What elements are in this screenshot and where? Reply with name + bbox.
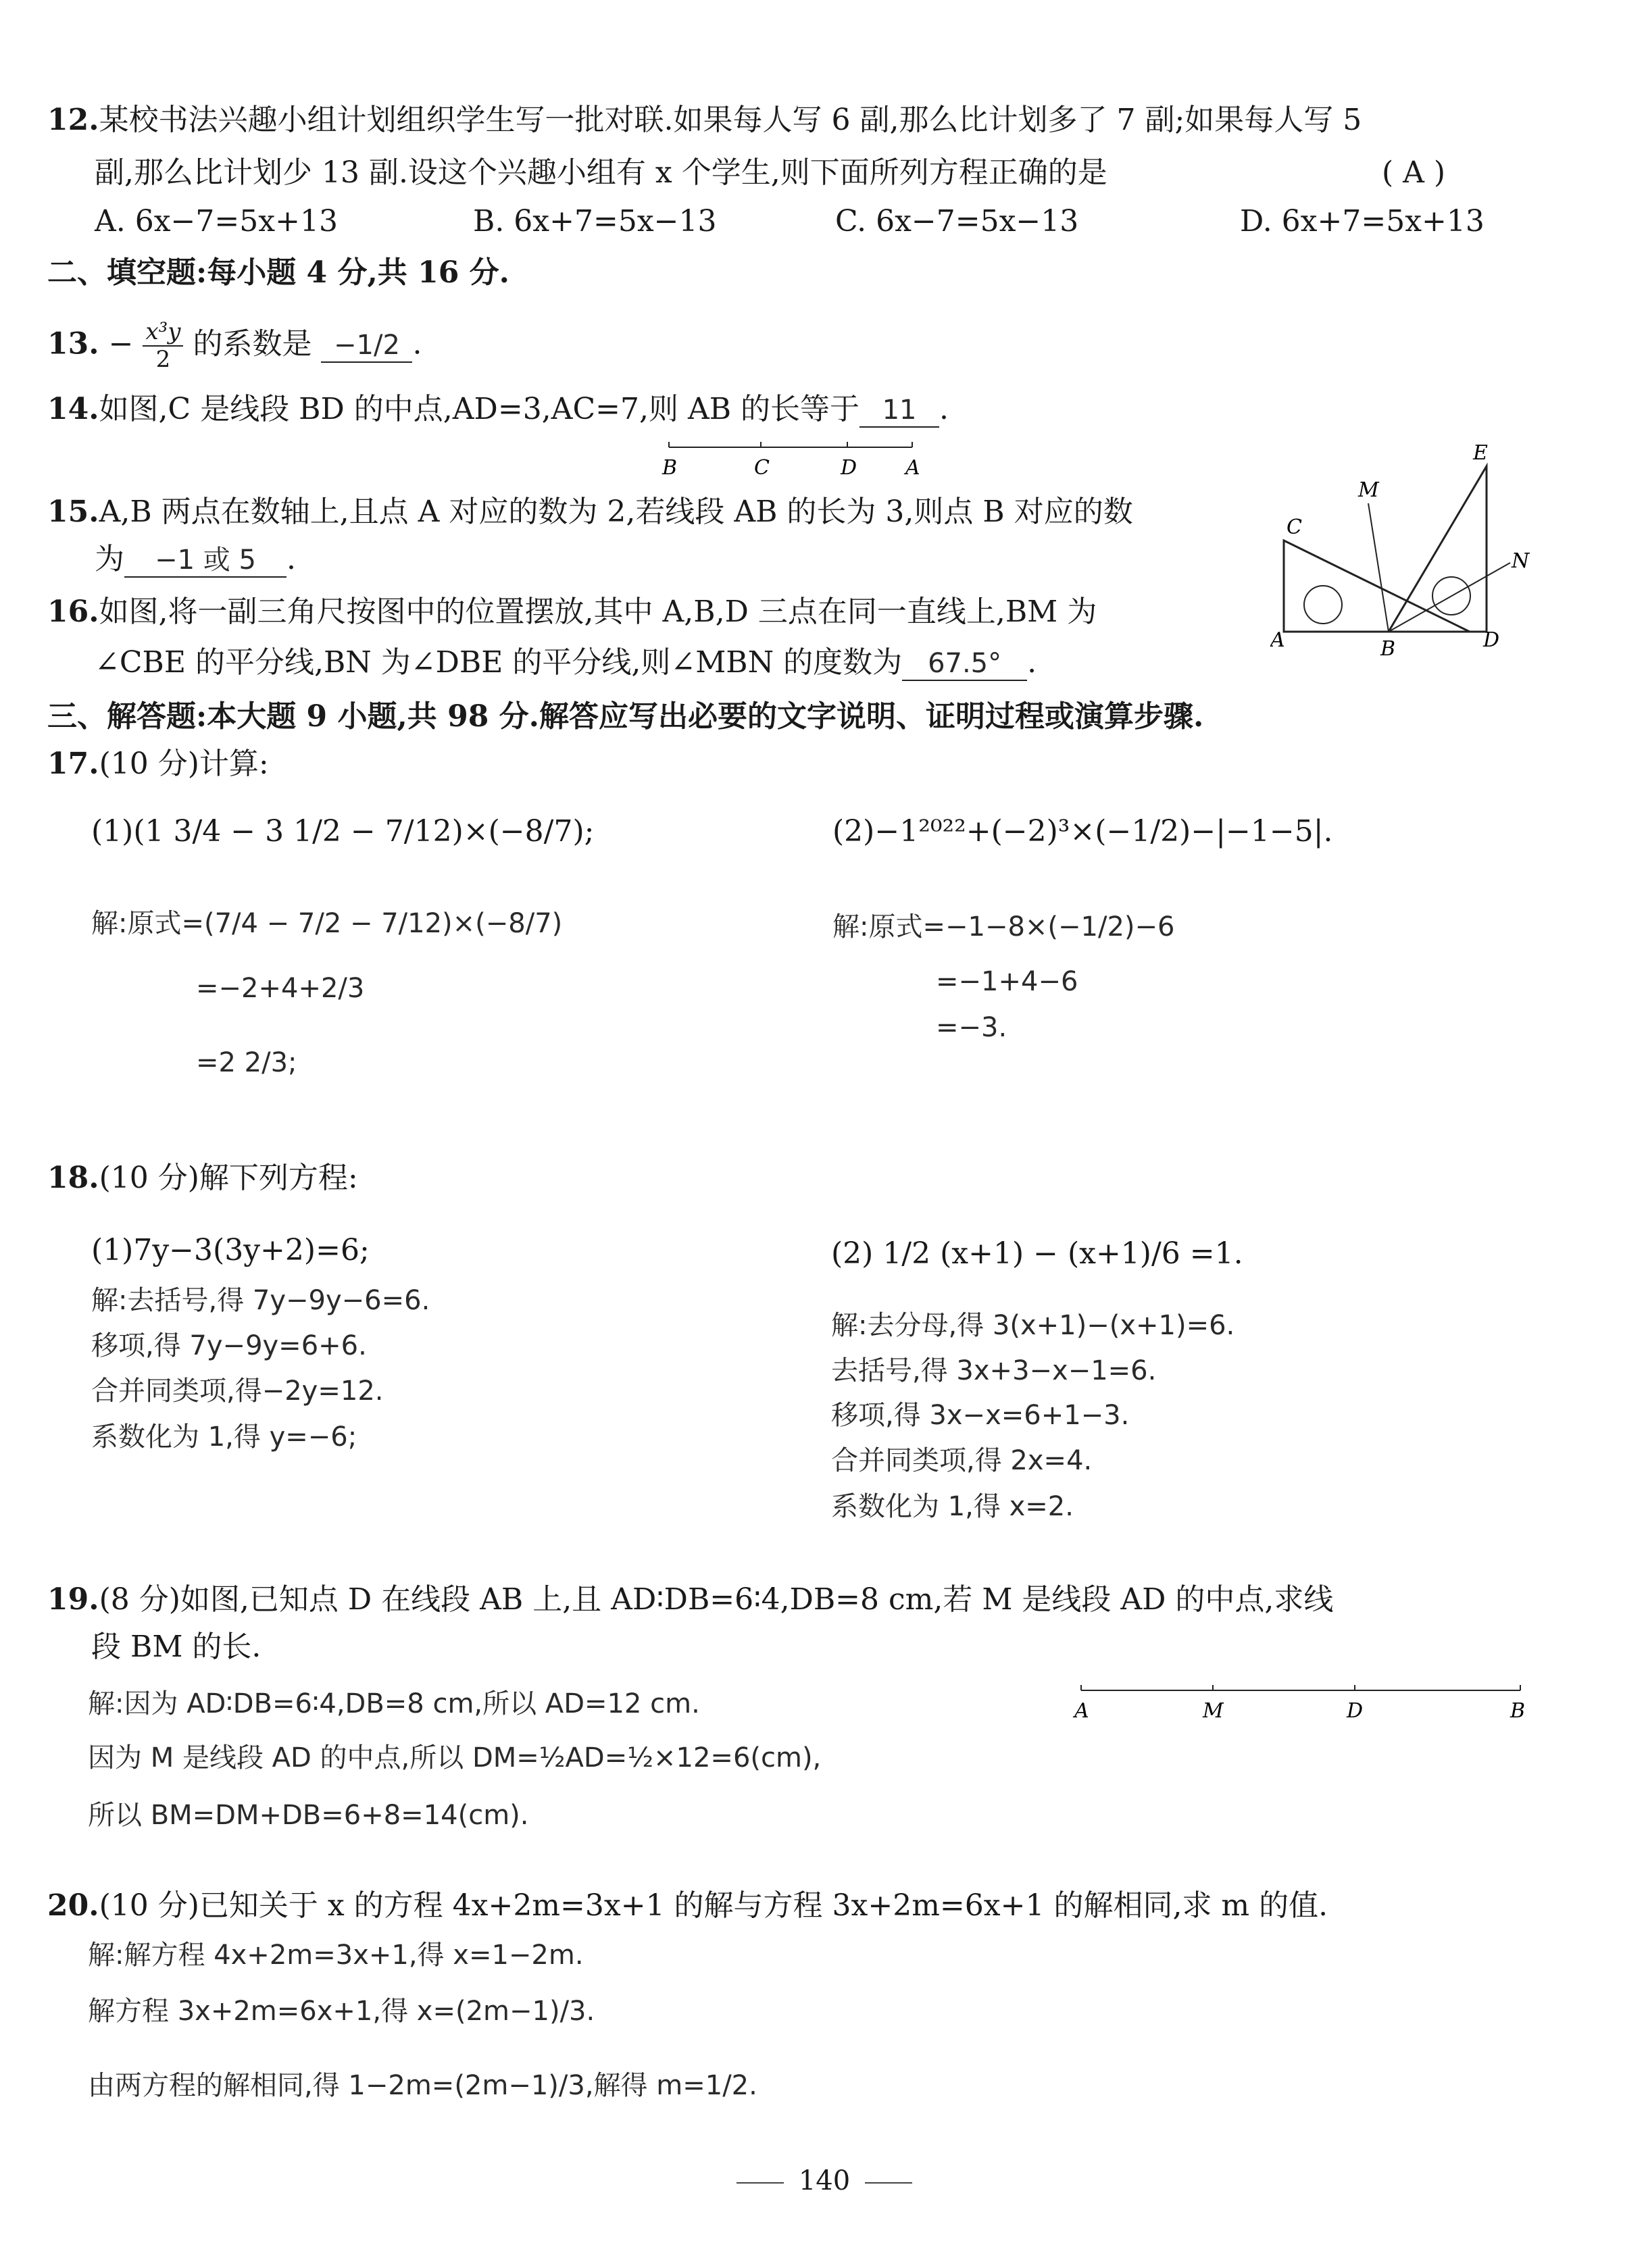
q15-answer: −1 或 5	[124, 544, 286, 578]
q19-label-d: D	[1347, 1699, 1364, 1723]
q14-label-b: B	[662, 456, 678, 480]
q19-figure	[1068, 1682, 1534, 1730]
q18-part1: (1)7y−3(3y+2)=6;	[91, 1233, 370, 1267]
q16-number: 16.	[47, 595, 99, 629]
q12-option-d: D. 6x+7=5x+13	[1240, 204, 1485, 238]
q14-label-d: D	[841, 456, 857, 480]
q15-number: 15.	[47, 495, 99, 529]
q16-line2: ∠CBE 的平分线,BN 为∠DBE 的平分线,则∠MBN 的度数为 67.5° .	[95, 645, 1037, 680]
footer-dash-right	[865, 2182, 912, 2184]
q18-part2: (2) 1/2 (x+1) − (x+1)/6 =1.	[831, 1236, 1243, 1271]
q17-part1: (1)(1 3/4 − 3 1/2 − 7/12)×(−8/7);	[91, 814, 595, 849]
q18-part2-sol-5: 系数化为 1,得 x=2.	[831, 1491, 1074, 1522]
q12-option-a: A. 6x−7=5x+13	[95, 204, 338, 238]
q16-label-n: N	[1512, 549, 1530, 573]
section-3-heading: 三、解答题:本大题 9 小题,共 98 分.解答应写出必要的文字说明、证明过程或演算步骤.	[47, 699, 1204, 734]
q20-sol-3: 由两方程的解相同,得 1−2m=(2m−1)/3,解得 m=1/2.	[88, 2070, 757, 2101]
q14-number: 14.	[47, 392, 99, 426]
q19-line2: 段 BM 的长.	[91, 1630, 261, 1664]
q12-option-b: B. 6x+7=5x−13	[473, 204, 717, 238]
q20-sol-2: 解方程 3x+2m=6x+1,得 x=(2m−1)/3.	[88, 1996, 595, 2027]
q12-number: 12.	[47, 103, 99, 137]
q18-part1-sol-4: 系数化为 1,得 y=−6;	[91, 1421, 357, 1453]
q17-part1-sol-1: 解:原式=(7/4 − 7/2 − 7/12)×(−8/7)	[91, 908, 563, 939]
q12-answer: ( A )	[1382, 155, 1446, 190]
q17-part1-sol-2: =−2+4+2/3	[196, 973, 365, 1004]
q16-label-c: C	[1287, 515, 1302, 539]
q16-figure	[1270, 439, 1541, 676]
q12-option-c: C. 6x−7=5x−13	[835, 204, 1079, 238]
q20-number: 20.	[47, 1888, 99, 1923]
q19-label-b: B	[1510, 1699, 1526, 1723]
q18-title: 18.(10 分)解下列方程:	[47, 1161, 358, 1195]
q18-part2-sol-4: 合并同类项,得 2x=4.	[831, 1445, 1093, 1476]
q18-part1-sol-2: 移项,得 7y−9y=6+6.	[91, 1330, 367, 1361]
q16-answer: 67.5°	[902, 647, 1027, 681]
q14-label-c: C	[754, 456, 770, 480]
q17-number: 17.	[47, 747, 99, 781]
q18-part1-sol-3: 合并同类项,得−2y=12.	[91, 1376, 384, 1407]
q19-label-m: M	[1203, 1699, 1224, 1723]
page-number: 140	[798, 2165, 851, 2196]
q13-fraction: $\frac{\text{x³y}}{2}$	[143, 319, 183, 373]
q14: 14.如图,C 是线段 BD 的中点,AD=3,AC=7,则 AB 的长等于 11 .	[47, 392, 949, 426]
page-footer	[709, 2165, 939, 2196]
q16-line1: 16.如图,将一副三角尺按图中的位置摆放,其中 A,B,D 三点在同一直线上,BM 为	[47, 595, 1097, 629]
q12-line1: 12.某校书法兴趣小组计划组织学生写一批对联.如果每人写 6 副,那么比计划多了 7 副;如果每人写 5	[47, 103, 1362, 137]
q15-line1: 15.A,B 两点在数轴上,且点 A 对应的数为 2,若线段 AB 的长为 3,则点 B 对应的数	[47, 495, 1133, 529]
q18-part1-sol-1: 解:去括号,得 7y−9y−6=6.	[91, 1285, 430, 1316]
q16-label-b: B	[1380, 637, 1396, 661]
q19-number: 19.	[47, 1582, 99, 1617]
q15-line2: 为 −1 或 5 .	[95, 542, 296, 576]
q16-label-a: A	[1270, 628, 1285, 652]
q18-part2-sol-2: 去括号,得 3x+3−x−1=6.	[831, 1355, 1157, 1386]
q16-label-m: M	[1358, 478, 1379, 502]
q16-label-e: E	[1473, 441, 1488, 465]
q19-label-a: A	[1074, 1699, 1089, 1723]
q14-label-a: A	[905, 456, 920, 480]
q19-sol-2: 因为 M 是线段 AD 的中点,所以 DM=½AD=½×12=6(cm),	[88, 1742, 822, 1773]
q17-part2-sol-1: 解:原式=−1−8×(−1/2)−6	[832, 911, 1175, 942]
q16-label-d: D	[1483, 628, 1500, 652]
q17-part2-sol-3: =−3.	[936, 1012, 1007, 1043]
q13: 13. − $\frac{\text{x³y}}{2}$ 的系数是 −1/2 .	[47, 318, 422, 374]
q19-line1: 19.(8 分)如图,已知点 D 在线段 AB 上,且 AD∶DB=6∶4,DB=8 cm,若 M 是线段 AD 的中点,求线	[47, 1582, 1334, 1617]
q17-part1-sol-3: =2 2/3;	[196, 1047, 297, 1078]
q14-answer: 11	[859, 394, 939, 428]
q14-figure	[655, 439, 926, 486]
footer-dash-left	[737, 2182, 784, 2184]
q17-title: 17.(10 分)计算:	[47, 747, 269, 781]
q18-number: 18.	[47, 1161, 99, 1195]
q20-line1: 20.(10 分)已知关于 x 的方程 4x+2m=3x+1 的解与方程 3x+2m=6x+1 的解相同,求 m 的值.	[47, 1888, 1328, 1923]
q12-line2: 副,那么比计划少 13 副.设这个兴趣小组有 x 个学生,则下面所列方程正确的是	[95, 155, 1107, 190]
q17-part2-sol-2: =−1+4−6	[936, 966, 1078, 997]
q13-number: 13.	[47, 326, 99, 361]
q18-part2-sol-1: 解:去分母,得 3(x+1)−(x+1)=6.	[831, 1310, 1235, 1341]
q20-sol-1: 解:解方程 4x+2m=3x+1,得 x=1−2m.	[88, 1940, 584, 1971]
q17-part2: (2)−1²⁰²²+(−2)³×(−1/2)−|−1−5|.	[832, 814, 1333, 849]
q19-sol-3: 所以 BM=DM+DB=6+8=14(cm).	[88, 1800, 529, 1831]
section-2-heading: 二、填空题:每小题 4 分,共 16 分.	[47, 255, 509, 290]
q18-part2-sol-3: 移项,得 3x−x=6+1−3.	[831, 1400, 1130, 1431]
q13-answer: −1/2	[321, 329, 412, 363]
q19-sol-1: 解:因为 AD∶DB=6∶4,DB=8 cm,所以 AD=12 cm.	[88, 1688, 700, 1719]
